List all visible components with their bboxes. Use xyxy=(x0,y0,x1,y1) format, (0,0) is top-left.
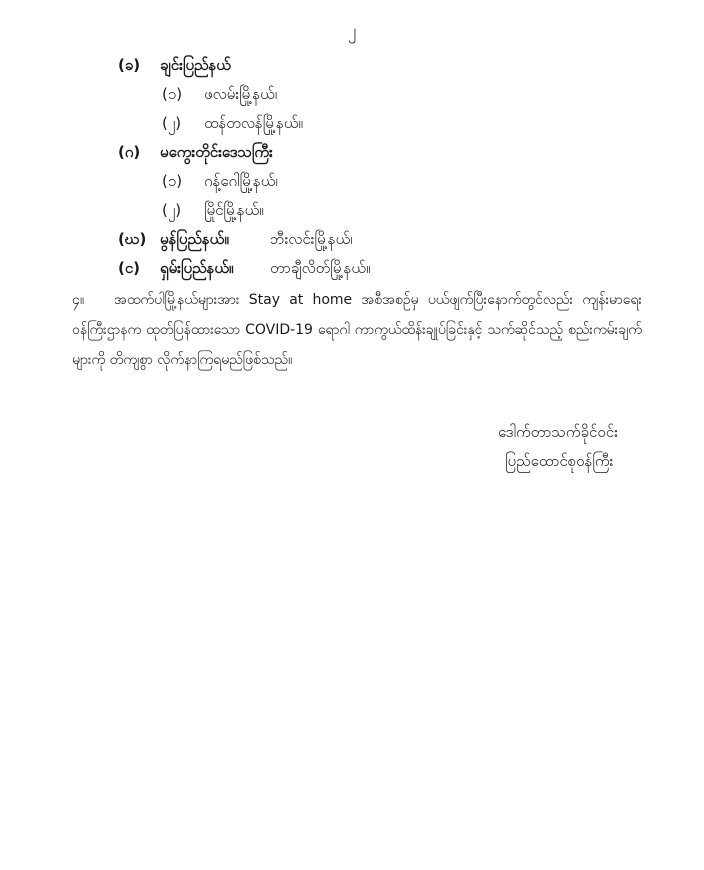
section-label: (ဃ) xyxy=(118,230,147,248)
item-label: (၂) xyxy=(162,201,182,219)
section-title: မွန်ပြည်နယ်။ xyxy=(160,230,229,248)
paragraph-number: ၄။ xyxy=(72,292,85,308)
item-text: မြိုင်မြို့နယ်။ xyxy=(204,201,264,219)
list-item xyxy=(162,84,277,104)
list-item xyxy=(162,200,264,220)
paragraph-text: အထက်ပါမြို့နယ်များအား Stay at home အစီအစဉ်မှ ပယ်ဖျက်ပြီးနောက်တွင်လည်း ကျန်းမာရေးဝန်ကြီးဌာနက ထုတ်ပြန်ထားသော COVID-19 ရောဂါ ကာကွယ်ထိန်းချုပ်ခြင်းနှင့် သက်ဆိုင်သည့် စည်းကမ်းချက်များကို တိကျစွာ လိုက်နာကြရမည်ဖြစ်သည်။ xyxy=(72,292,642,368)
page-number: ၂ xyxy=(347,21,357,41)
item-label: (၁) xyxy=(162,172,183,190)
section-label: (င) xyxy=(118,259,141,277)
list-item xyxy=(162,113,303,133)
item-text: ဂန့်ဂေါမြို့နယ်၊ xyxy=(204,172,278,190)
paragraph-4 xyxy=(72,285,642,375)
section-label: (ခ) xyxy=(118,56,141,74)
section-title: မကွေးတိုင်းဒေသကြီး xyxy=(160,143,273,161)
item-label: (၂) xyxy=(162,114,182,132)
section-text: တာချီလိတ်မြို့နယ်။ xyxy=(270,259,371,277)
section-nga xyxy=(118,258,371,278)
section-label: (ဂ) xyxy=(118,143,141,161)
section-text: ဘီးလင်းမြို့နယ်၊ xyxy=(270,230,353,248)
item-label: (၁) xyxy=(162,85,183,103)
list-item xyxy=(162,171,278,191)
section-kha xyxy=(118,55,231,75)
item-text: ထန်တလန်မြို့နယ်။ xyxy=(204,114,303,132)
section-title: ချင်းပြည်နယ် xyxy=(160,56,231,74)
section-ga xyxy=(118,142,273,162)
signatory-name: ဒေါက်တာသက်ခိုင်ဝင်း xyxy=(498,423,618,441)
signatory-title: ပြည်ထောင်စုဝန်ကြီး xyxy=(505,452,614,470)
section-title: ရှမ်းပြည်နယ်။ xyxy=(160,259,234,277)
item-text: ဖလမ်းမြို့နယ်၊ xyxy=(204,85,278,103)
section-gha xyxy=(118,229,353,249)
